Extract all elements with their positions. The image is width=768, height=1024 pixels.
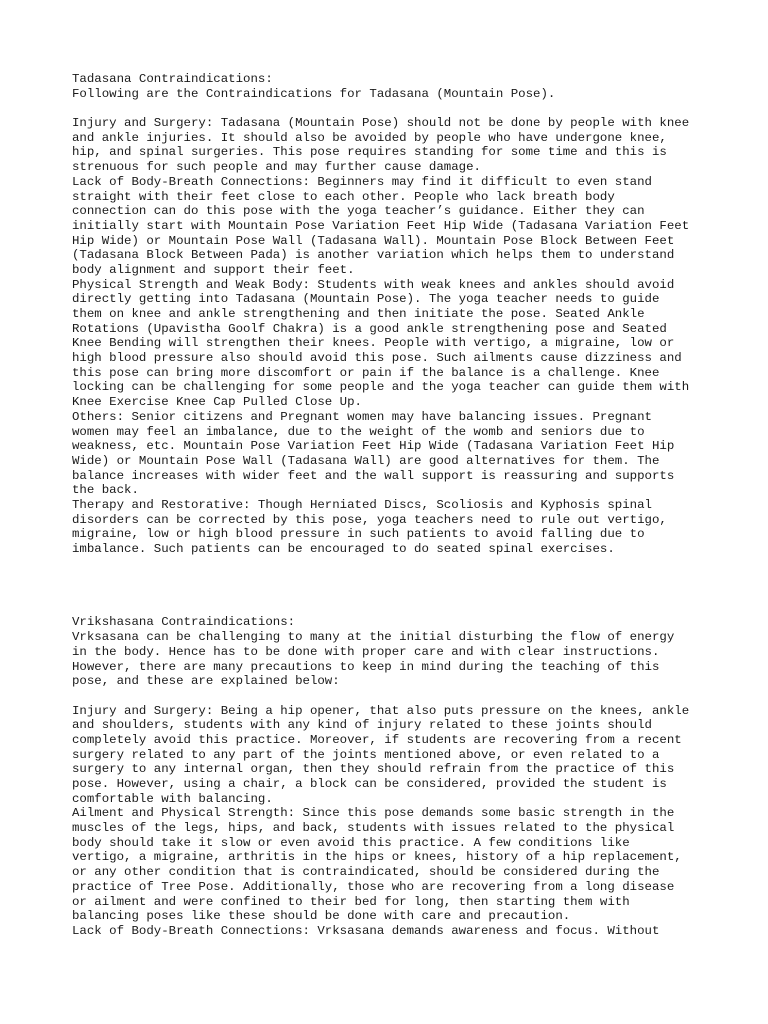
paragraph — [72, 704, 712, 807]
text-line: imbalance. Such patients can be encouraged to do seated spinal exercises. — [72, 542, 615, 556]
section-body — [72, 116, 712, 557]
text-line: high blood pressure also should avoid this pose. Such ailments cause dizziness and — [72, 351, 682, 366]
text-line: Injury and Surgery: Being a hip opener, that also puts pressure on the knees, ankle — [72, 703, 690, 718]
paragraph — [72, 175, 712, 278]
text-line: disorders can be corrected by this pose, yoga teachers need to rule out vertigo, — [72, 512, 667, 527]
text-line: or any other condition that is contraindicated, should be considered during the — [72, 865, 660, 880]
text-line: balance increases with wider feet and the wall support is reassuring and supports — [72, 468, 675, 483]
document-page — [72, 72, 712, 939]
text-line: the back. — [72, 483, 139, 498]
text-line: Lack of Body-Breath Connections: Vrksasana demands awareness and focus. Without — [72, 923, 660, 938]
text-line: Ailment and Physical Strength: Since this pose demands some basic strength in the — [72, 806, 675, 821]
text-line: straight with their feet close to each other. People who lack breath body — [72, 189, 615, 204]
text-line: hip, and spinal surgeries. This pose requires standing for some time and this is — [72, 145, 667, 160]
text-line: Vrksasana can be challenging to many at the initial disturbing the flow of energy — [72, 630, 675, 645]
text-line: Wide) or Mountain Pose Wall (Tadasana Wall) are good alternatives for them. The — [72, 453, 660, 468]
text-line: Injury and Surgery: Tadasana (Mountain Pose) should not be done by people with knee — [72, 116, 690, 131]
text-line: Rotations (Upavistha Goolf Chakra) is a good ankle strengthening pose and Seated — [72, 321, 667, 336]
text-line: and ankle injuries. It should also be avoided by people who have undergone knee, — [72, 130, 667, 145]
text-line: surgery to any internal organ, then they should refrain from the practice of this — [72, 762, 675, 777]
text-line: initially start with Mountain Pose Variation Feet Hip Wide (Tadasana Variation Feet — [72, 218, 690, 233]
paragraph — [72, 116, 712, 175]
text-line: this pose can bring more discomfort or pain if the balance is a challenge. Knee — [72, 365, 660, 380]
text-line: connection can do this pose with the yoga teacher’s guidance. Either they can — [72, 204, 645, 219]
text-line: pose. However, using a chair, a block can be considered, provided the student is — [72, 777, 667, 792]
text-line: migraine, low or high blood pressure in such patients to avoid falling due to — [72, 527, 645, 542]
section-heading: Vrikshasana Contraindications: — [72, 615, 296, 630]
text-line: pose, and these are explained below: — [72, 674, 340, 689]
text-line: Hip Wide) or Mountain Pose Wall (Tadasana Wall). Mountain Pose Block Between Feet — [72, 233, 675, 248]
text-line: weakness, etc. Mountain Pose Variation Feet Hip Wide (Tadasana Variation Feet Hip — [72, 439, 675, 454]
text-line: Physical Strength and Weak Body: Students with weak knees and ankles should avoid — [72, 277, 675, 292]
text-line: Knee Bending will strengthen their knees. People with vertigo, a migraine, low or — [72, 336, 675, 351]
text-line: body should take it slow or even avoid this practice. A few conditions like — [72, 835, 630, 850]
text-line: (Tadasana Block Between Pada) is another variation which helps them to understand — [72, 248, 675, 263]
text-line: completely avoid this practice. Moreover, if students are recovering from a recent — [72, 732, 682, 747]
text-line: locking can be challenging for some people and the yoga teacher can guide them with — [72, 380, 690, 395]
section-intro — [72, 630, 712, 689]
text-line: and shoulders, students with any kind of injury related to these joints should — [72, 718, 652, 733]
paragraph — [72, 498, 712, 557]
blank-line — [72, 101, 712, 116]
text-line: them on knee and ankle strengthening and then initiate the pose. Seated Ankle — [72, 307, 645, 321]
paragraph — [72, 924, 712, 939]
section-gap — [72, 557, 712, 616]
text-line: or ailment and were confined to their bed for long, then starting them with — [72, 894, 630, 909]
paragraph — [72, 278, 712, 410]
text-line: Lack of Body-Breath Connections: Beginners may find it difficult to even stand — [72, 174, 652, 189]
text-line: vertigo, a migraine, arthritis in the hips or knees, history of a hip replacement, — [72, 850, 682, 865]
paragraph — [72, 410, 712, 498]
text-line: However, there are many precautions to keep in mind during the teaching of this — [72, 659, 660, 674]
section-intro: Following are the Contraindications for Tadasana (Mountain Pose). — [72, 86, 556, 101]
blank-line — [72, 689, 712, 704]
text-line: surgery related to any part of the joints mentioned above, or even related to a — [72, 747, 660, 762]
text-line: body alignment and support their feet. — [72, 262, 355, 277]
section-heading: Tadasana Contraindications: — [72, 72, 273, 86]
paragraph — [72, 806, 712, 924]
text-line: Knee Exercise Knee Cap Pulled Close Up. — [72, 395, 362, 410]
text-line: strenuous for such people and may further cause damage. — [72, 160, 481, 175]
text-line: practice of Tree Pose. Additionally, those who are recovering from a long disease — [72, 879, 675, 894]
text-line: balancing poses like these should be done with care and precaution. — [72, 909, 571, 924]
text-line: women may feel an imbalance, due to the weight of the womb and seniors due to — [72, 424, 645, 439]
section-body — [72, 704, 712, 939]
text-line: directly getting into Tadasana (Mountain Pose). The yoga teacher needs to guide — [72, 292, 660, 307]
text-line: in the body. Hence has to be done with proper care and with clear instructions. — [72, 644, 660, 659]
text-line: muscles of the legs, hips, and back, students with issues related to the physical — [72, 821, 675, 836]
text-line: Others: Senior citizens and Pregnant women may have balancing issues. Pregnant — [72, 409, 652, 424]
text-line: Therapy and Restorative: Though Herniated Discs, Scoliosis and Kyphosis spinal — [72, 497, 652, 512]
text-line: comfortable with balancing. — [72, 791, 273, 806]
